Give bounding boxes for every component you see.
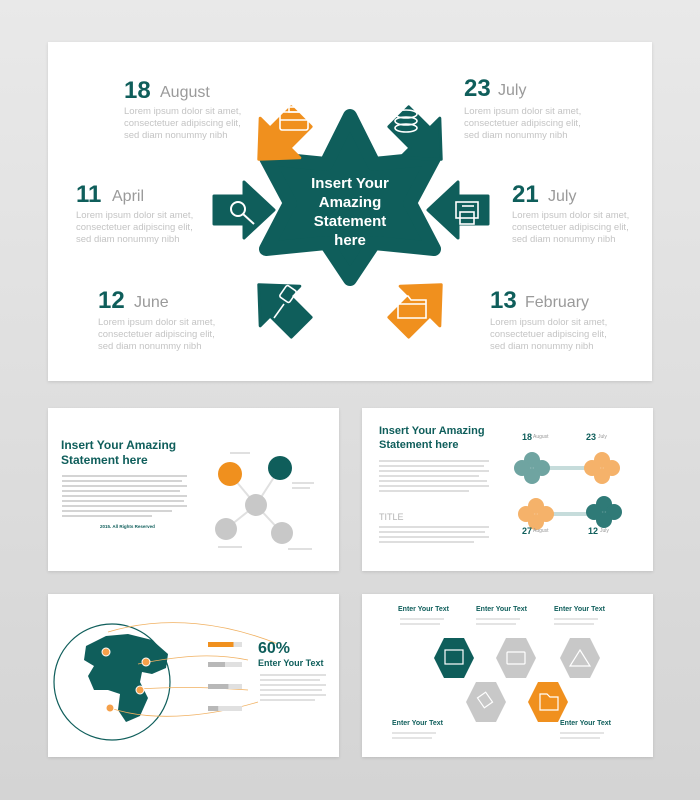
hex-briefcase: [496, 638, 536, 678]
cycle-diagram: [215, 456, 293, 544]
cycle-node-grey-left: [215, 518, 237, 540]
statement-line-2: Amazing: [318, 194, 382, 211]
text-label-5: Enter Your Text: [560, 720, 611, 727]
lorem-paragraph-2: [379, 526, 489, 543]
text-label-2: Enter Your Text: [476, 606, 527, 613]
percent-heading: Enter Your Text: [258, 658, 324, 668]
progress-fill: [208, 706, 218, 711]
hex-folder: [528, 682, 568, 722]
date-month: July: [498, 82, 527, 99]
date-number: 21: [512, 181, 539, 208]
statement-line-1: Insert Your: [311, 175, 389, 192]
slide3-graphic: [362, 408, 653, 571]
hex-building: [434, 638, 474, 678]
thumbnail-slide-4[interactable]: [48, 594, 339, 757]
process-diagram: [514, 452, 622, 530]
lorem-text: Lorem ipsum dolor sit amet, consectetuer adipiscing elit, sed diam nonummy nibh: [490, 317, 608, 352]
text-label-1: Enter Your Text: [398, 606, 449, 613]
node-handshake-icon: [586, 496, 622, 528]
lorem-paragraph-1: [379, 460, 489, 492]
hex-pushpin: [466, 682, 506, 722]
thumbnail-slide-3[interactable]: Insert Your Amazing Statement here TITLE 18 August 23 July 27 August 12 July: [362, 408, 653, 571]
progress-fill: [208, 642, 234, 647]
date-month: February: [525, 294, 590, 311]
date-number: 11: [76, 181, 102, 208]
arrow-bottom-left: [239, 265, 321, 347]
slide-title-line-2: Statement here: [61, 453, 148, 467]
hex-network: [560, 638, 600, 678]
main-slide[interactable]: [48, 42, 652, 381]
percent-value: 60%: [258, 640, 291, 657]
text-label-3: Enter Your Text: [554, 606, 605, 613]
slide-title-line-2: Statement here: [379, 439, 459, 451]
node-building-icon: [584, 452, 620, 484]
text-label-4: Enter Your Text: [392, 720, 443, 727]
slide-footer: 2015. All Rights Reserved: [100, 524, 155, 529]
lorem-paragraph: [62, 475, 187, 517]
cycle-node-grey-right: [271, 522, 293, 544]
date-number: 18: [124, 77, 151, 104]
node-phone-icon: [514, 452, 550, 484]
date-number: 12: [98, 287, 125, 314]
slide4-graphic: [48, 594, 339, 757]
cycle-node-center: [245, 494, 267, 516]
date-number: 23: [464, 75, 491, 102]
lorem-text: Lorem ipsum dolor sit amet, consectetuer adipiscing elit, sed diam nonummy nibh: [124, 106, 242, 141]
slide-title-line-1: Insert Your Amazing: [61, 438, 177, 452]
date-month: June: [134, 294, 169, 311]
date-month: July: [548, 188, 577, 205]
progress-bars: [208, 642, 242, 711]
cycle-node-teal: [268, 456, 292, 480]
date-month: August: [160, 84, 210, 101]
lorem-text: Lorem ipsum dolor sit amet, consectetuer adipiscing elit, sed diam nonummy nibh: [512, 210, 630, 245]
world-map-landmass: [84, 634, 168, 722]
cycle-node-orange: [218, 462, 242, 486]
progress-fill: [208, 662, 225, 667]
slide-subtitle: TITLE: [379, 512, 404, 522]
progress-fill: [208, 684, 228, 689]
statement-line-3: Statement: [313, 213, 387, 230]
slide-title-line-1: Insert Your Amazing: [379, 425, 485, 437]
lorem-text: Lorem ipsum dolor sit amet, consectetuer adipiscing elit, sed diam nonummy nibh: [76, 210, 194, 245]
arrow-right: [428, 182, 488, 238]
thumbnail-slide-5[interactable]: [362, 594, 653, 757]
slide5-graphic: [362, 594, 653, 757]
statement-line-4: here: [334, 232, 366, 249]
slide2-graphic: [48, 408, 339, 571]
arrow-bottom-right: [379, 265, 461, 347]
lorem-text: Lorem ipsum dolor sit amet, consectetuer adipiscing elit, sed diam nonummy nibh: [464, 106, 582, 141]
thumbnail-slide-2[interactable]: [48, 408, 339, 571]
lorem-paragraph: [260, 674, 326, 701]
lorem-text: Lorem ipsum dolor sit amet, consectetuer adipiscing elit, sed diam nonummy nibh: [98, 317, 216, 352]
date-month: April: [112, 188, 145, 205]
date-number: 13: [490, 287, 517, 314]
